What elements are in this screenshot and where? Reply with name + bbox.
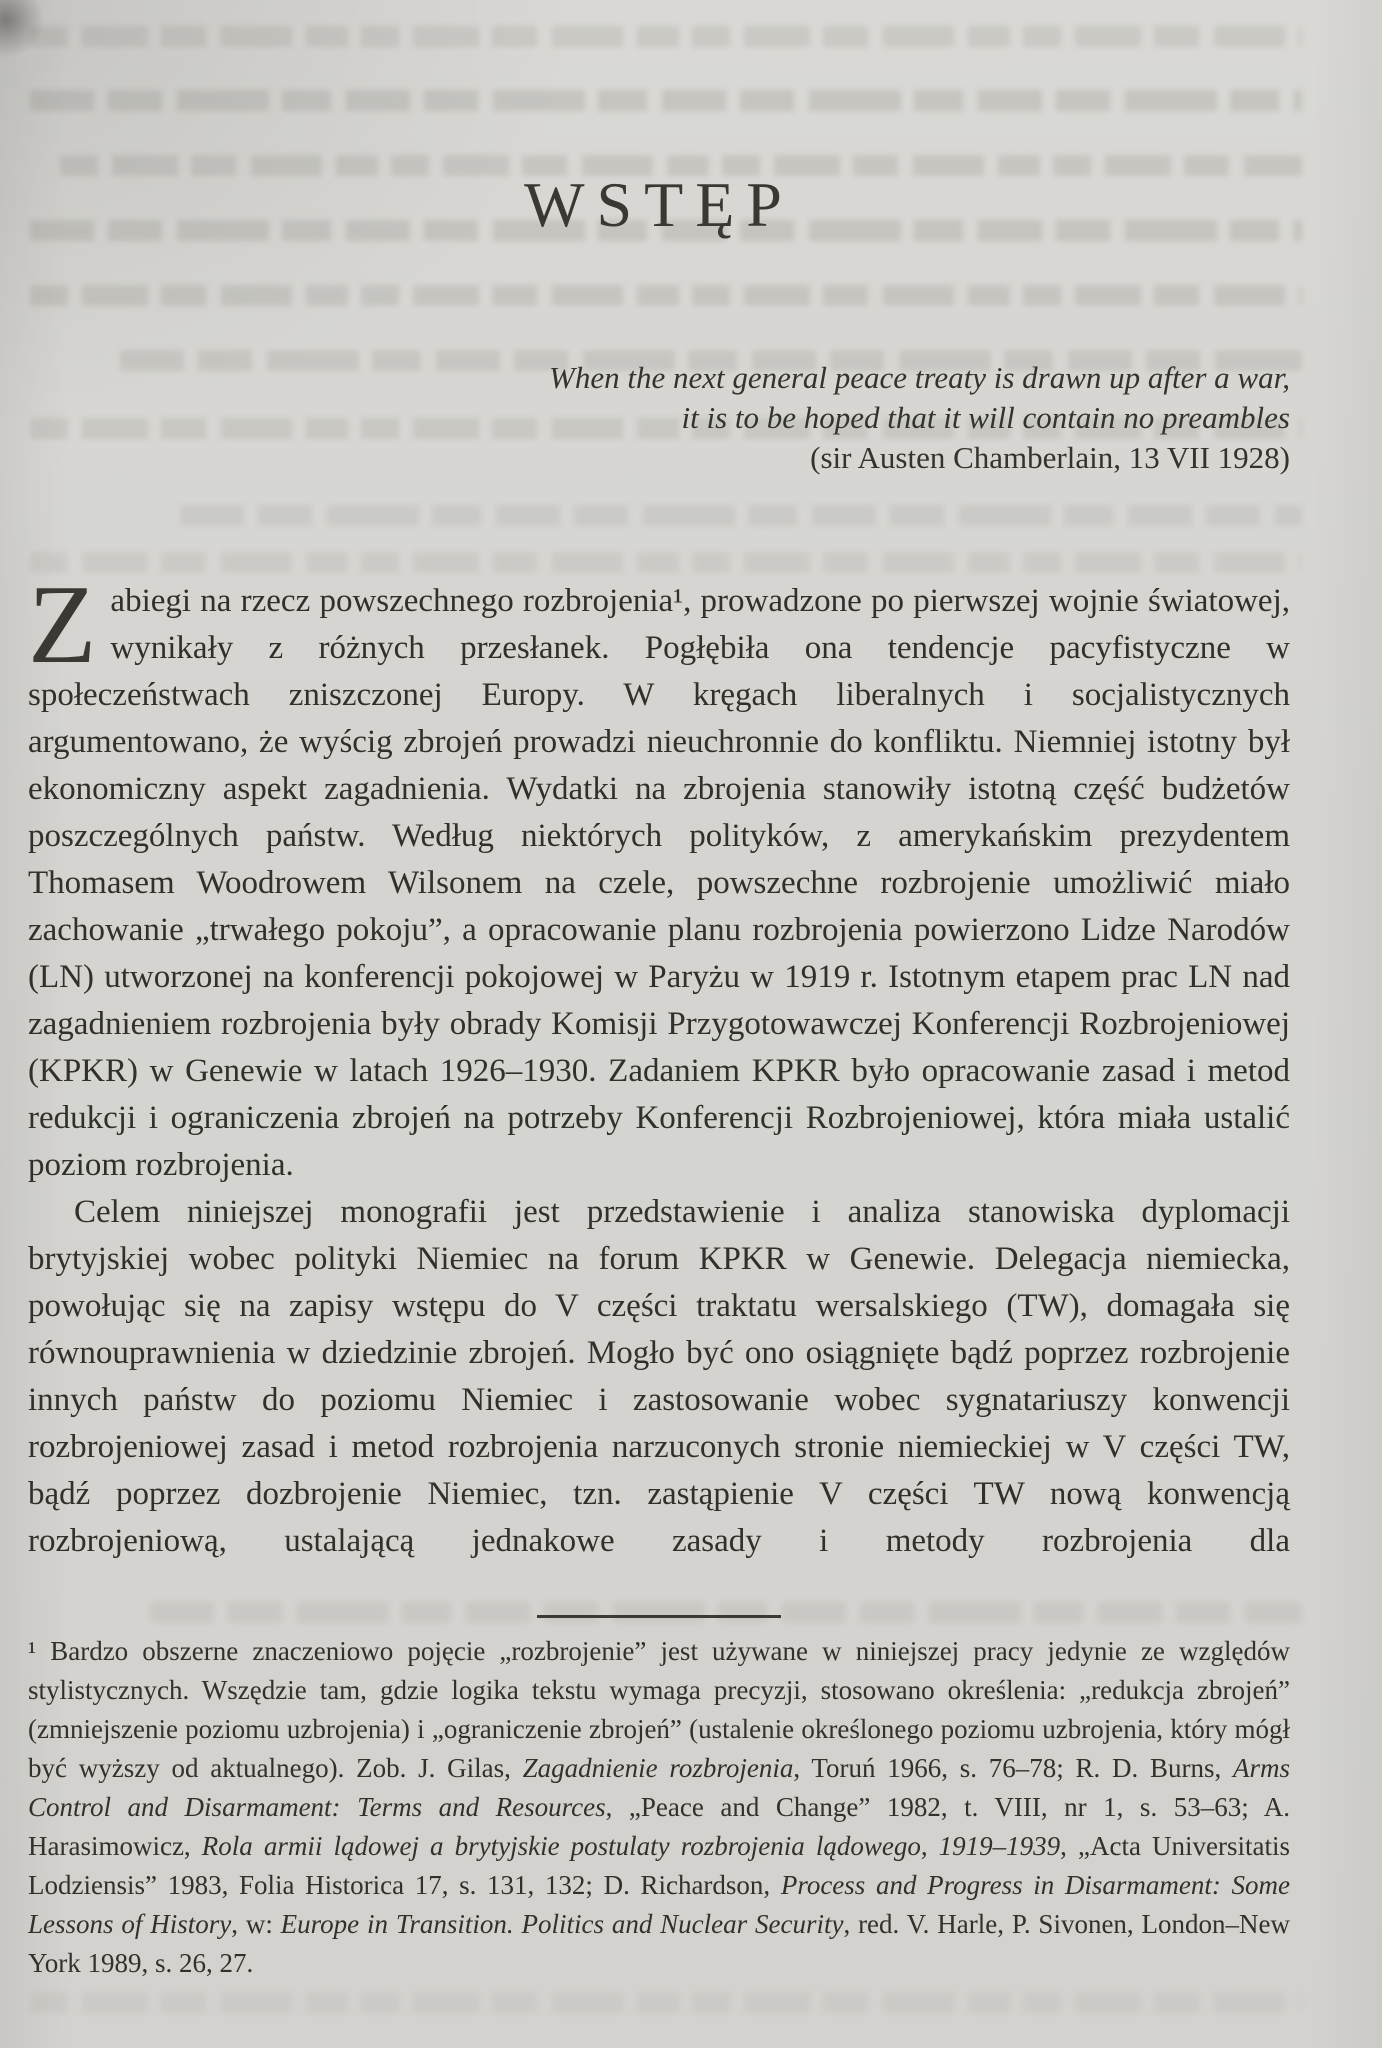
epigraph-line-1: When the next general peace treaty is drawn up after a war,: [549, 360, 1290, 395]
footnote-1: [28, 1632, 1290, 1983]
footnote-text-segment: ¹ Bardzo obszerne znaczeniowo pojęcie „rozbrojenie” jest używane w niniejszej pracy jedynie ze względów stylistycznych. Wszędzie tam, gdzie logika tekstu wymaga precyzji, stosowano określenia: „redukcja zbrojeń” (zmniejszenie poziomu uzbrojenia) i „ograniczenie zbrojeń” (ustalenie określonego poziomu uzbrojenia, który mógł być wyższy od aktualnego). Zob. J. Gilas,: [28, 1636, 1290, 1783]
footnote-text-segment: , „Peace and Change” 1982, t. VIII, nr 1, s. 53–63; A. Harasimowicz,: [28, 1792, 1290, 1861]
footnote-text-segment: , „Acta Universitatis Lodziensis” 1983, Folia Historica 17, s. 131, 132; D. Richardson,: [28, 1831, 1291, 1900]
epigraph-attribution: (sir Austen Chamberlain, 13 VII 1928): [810, 440, 1290, 475]
show-through-line: [30, 1992, 1302, 2013]
footnote-text-segment: , red. V. Harle, P. Sivonen, London–New York 1989, s. 26, 27.: [28, 1909, 1291, 1978]
epigraph: [28, 358, 1290, 478]
drop-cap: Z: [28, 563, 97, 687]
chapter-title: WSTĘP: [524, 169, 794, 240]
show-through-line: [30, 90, 1302, 111]
body-paragraph-1-text: abiegi na rzecz powszechnego rozbrojenia¹, prowadzone po pierwszej wojnie światowej, wynikały z różnych przesłanek. Pogłębiła ona tendencje pacyfistyczne w społeczeństwach zniszczonej Europy. W kręgach liberalnych i socjalistycznych argumentowano, że wyścig zbrojeń prowadzi nieuchronnie do konfliktu. Niemniej istotny był ekonomiczny aspekt zagadnienia. Wydatki na zbrojenia stanowiły istotną część budżetów poszczególnych państw. Według niektórych polityków, z amerykańskim prezydentem Thomasem Woodrowem Wilsonem na czele, powszechne rozbrojenie umożliwić miało zachowanie „trwałego pokoju”, a opracowanie planu rozbrojenia powierzono Lidze Narodów (LN) utworzonej na konferencji pokojowej w Paryżu w 1919 r. Istotnym etapem prac LN nad zagadnieniem rozbrojenia były obrady Komisji Przygotowawczej Konferencji Rozbrojeniowej (KPKR) w Genewie w latach 1926–1930. Zadaniem KPKR było opracowanie zasad i metod redukcji i ograniczenia zbrojeń na potrzeby Konferencji Rozbrojeniowej, która miała ustalić poziom rozbrojenia.: [28, 583, 1290, 1183]
footnote-separator-rule: [537, 1615, 781, 1618]
footnote-italic-segment: Process and Progress in Disarmament: Some Lessons of History: [28, 1870, 1290, 1939]
show-through-line: [30, 26, 1302, 47]
footnote-italic-segment: Zagadnienie rozbrojenia: [522, 1753, 794, 1783]
footnote-italic-segment: Arms Control and Disarmament: Terms and Resources: [28, 1753, 1290, 1822]
body-paragraph-1: [28, 563, 1290, 1189]
footnote-italic-segment: Europe in Transition. Politics and Nuclear Security: [280, 1909, 844, 1939]
page-content: [0, 168, 1382, 1983]
epigraph-line-2: it is to be hoped that it will contain no preambles: [681, 400, 1290, 435]
body-paragraph-2: Celem niniejszej monografii jest przedstawienie i analiza stanowiska dyplomacji brytyjskiej wobec polityki Niemiec na forum KPKR w Genewie. Delegacja niemiecka, powołując się na zapisy wstępu do V części traktatu wersalskiego (TW), domagała się równouprawnienia w dziedzinie zbrojeń. Mogło być ono osiągnięte bądź poprzez rozbrojenie innych państw do poziomu Niemiec i zastosowanie wobec sygnatariuszy konwencji rozbrojeniowej zasad i metod rozbrojenia narzuconych stronie niemieckiej w V części TW, bądź poprzez dozbrojenie Niemiec, tzn. zastąpienie V części TW nową konwencją rozbrojeniową, ustalającą jednakowe zasady i metody rozbrojenia dla: [28, 1194, 1290, 1559]
footnote-italic-segment: Rola armii lądowej a brytyjskie postulaty rozbrojenia lądowego, 1919–1939: [201, 1831, 1061, 1861]
footnote-text-segment: , w:: [231, 1909, 281, 1939]
footnote-text-segment: , Toruń 1966, s. 76–78; R. D. Burns,: [793, 1753, 1233, 1783]
